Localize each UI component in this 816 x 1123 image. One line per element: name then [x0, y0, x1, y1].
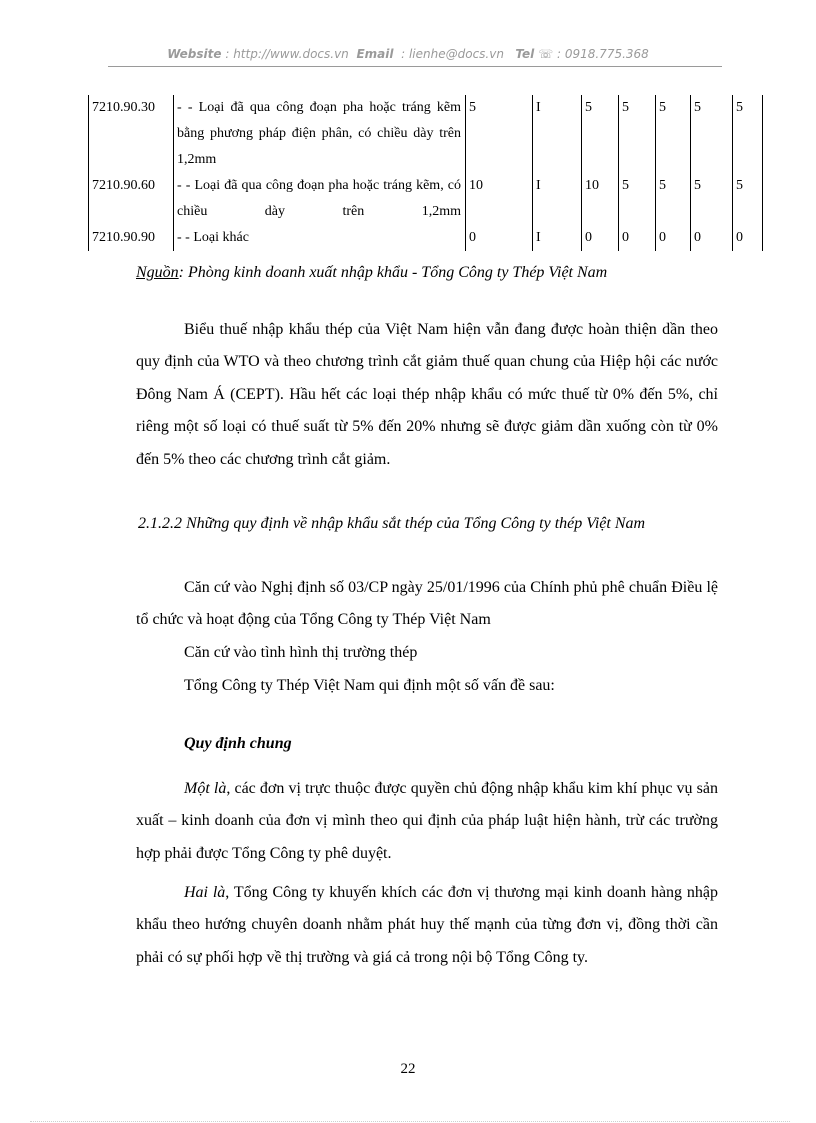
page-bottom-border: [30, 1121, 790, 1122]
tel-label: Tel: [515, 47, 535, 61]
hs-code: 7210.90.90: [89, 225, 174, 251]
hs-code: 7210.90.30: [89, 95, 174, 173]
rule-two-lead: Hai là: [184, 884, 226, 901]
item-description: - - Loại đã qua công đoạn pha hoặc tráng kẽm bằng phương pháp điện phân, có chiều dày trên 1,2mm: [174, 95, 466, 173]
table-source: [136, 258, 718, 288]
basis-intro: Tổng Công ty Thép Việt Nam qui định một số vấn đề sau:: [184, 677, 555, 694]
tariff-table: [88, 95, 763, 251]
rate-cell: 5: [656, 95, 691, 173]
rate-cell: 5: [619, 95, 656, 173]
email-label: Email: [356, 47, 394, 61]
paragraph-tariff-overview: Biểu thuế nhập khẩu thép của Việt Nam hiện vẫn đang được hoàn thiện dần theo quy định của WTO và theo chương trình cắt giảm thuế quan chung của Hiệp hội các nước Đông Nam Á (CEPT). Hầu hết các loại thép nhập khẩu có mức thuế từ 0% đến 5%, chỉ riêng một số loại có thuế suất từ 5% đến 20% nhưng sẽ được giảm dần xuống còn từ 0% đến 5% theo các chương trình cắt giảm.: [136, 321, 718, 468]
rate-cell: 0: [619, 225, 656, 251]
source-label: Nguồn: [136, 264, 179, 281]
rate-cell: 5: [733, 95, 763, 173]
table-row: [89, 95, 763, 173]
rate-cell: 0: [691, 225, 733, 251]
basis-market: Căn cứ vào tình hình thị trường thép: [184, 644, 418, 661]
rule-two-text: , Tổng Công ty khuyến khích các đơn vị thương mại kinh doanh hàng nhập khẩu theo hướng chuyên doanh nhằm phát huy thế mạnh của từng đơn vị, đồng thời cần phải có sự phối hợp về thị trường và giá cả trong nội bộ Tổng Công ty.: [136, 884, 718, 966]
header-divider: [108, 66, 722, 67]
rate-cell: 5: [466, 95, 533, 173]
rate-cell: 5: [733, 173, 763, 225]
list-cell: I: [533, 95, 582, 173]
website-label: Website: [167, 47, 222, 61]
rate-cell: 0: [656, 225, 691, 251]
page-header: [0, 47, 816, 61]
rate-cell: 0: [733, 225, 763, 251]
rule-one: [136, 773, 718, 870]
section-title: 2.1.2.2 Những quy định về nhập khẩu sắt thép của Tổng Công ty thép Việt Nam: [138, 515, 646, 532]
phone-icon: ☏: [538, 47, 554, 61]
hs-code: 7210.90.60: [89, 173, 174, 225]
table-row: [89, 173, 763, 225]
rule-one-text: , các đơn vị trực thuộc được quyền chủ động nhập khẩu kim khí phục vụ sản xuất – kinh doanh của đơn vị mình theo qui định của pháp luật hiện hành, trừ các trường hợp phải được Tổng Công ty phê duyệt.: [136, 780, 718, 862]
tel-value: : 0918.775.368: [556, 47, 649, 61]
general-rules-heading: Quy định chung: [184, 735, 292, 752]
rate-cell: 5: [656, 173, 691, 225]
page-number: 22: [400, 1061, 416, 1077]
item-description: - - Loại đã qua công đoạn pha hoặc tráng kẽm, có chiều dày trên 1,2mm: [174, 173, 466, 225]
item-description: - - Loại khác: [174, 225, 466, 251]
rate-cell: 5: [619, 173, 656, 225]
rate-cell: 0: [466, 225, 533, 251]
rate-cell: 5: [691, 173, 733, 225]
rate-cell: 0: [582, 225, 619, 251]
website-value: : http://www.docs.vn: [225, 47, 349, 61]
rate-cell: 5: [691, 95, 733, 173]
rate-cell: 10: [466, 173, 533, 225]
source-text: : Phòng kinh doanh xuất nhập khẩu - Tổng Công ty Thép Việt Nam: [178, 264, 608, 281]
rate-cell: 10: [582, 173, 619, 225]
rule-two: [136, 877, 718, 974]
basis-decree: Căn cứ vào Nghị định số 03/CP ngày 25/01/1996 của Chính phủ phê chuẩn Điều lệ tổ chức và hoạt động của Tổng Công ty Thép Việt Nam: [136, 579, 718, 629]
email-value: : lienhe@docs.vn: [401, 47, 504, 61]
table-row: [89, 225, 763, 251]
rate-cell: 5: [582, 95, 619, 173]
list-cell: I: [533, 173, 582, 225]
list-cell: I: [533, 225, 582, 251]
rule-one-lead: Một là: [184, 780, 227, 797]
